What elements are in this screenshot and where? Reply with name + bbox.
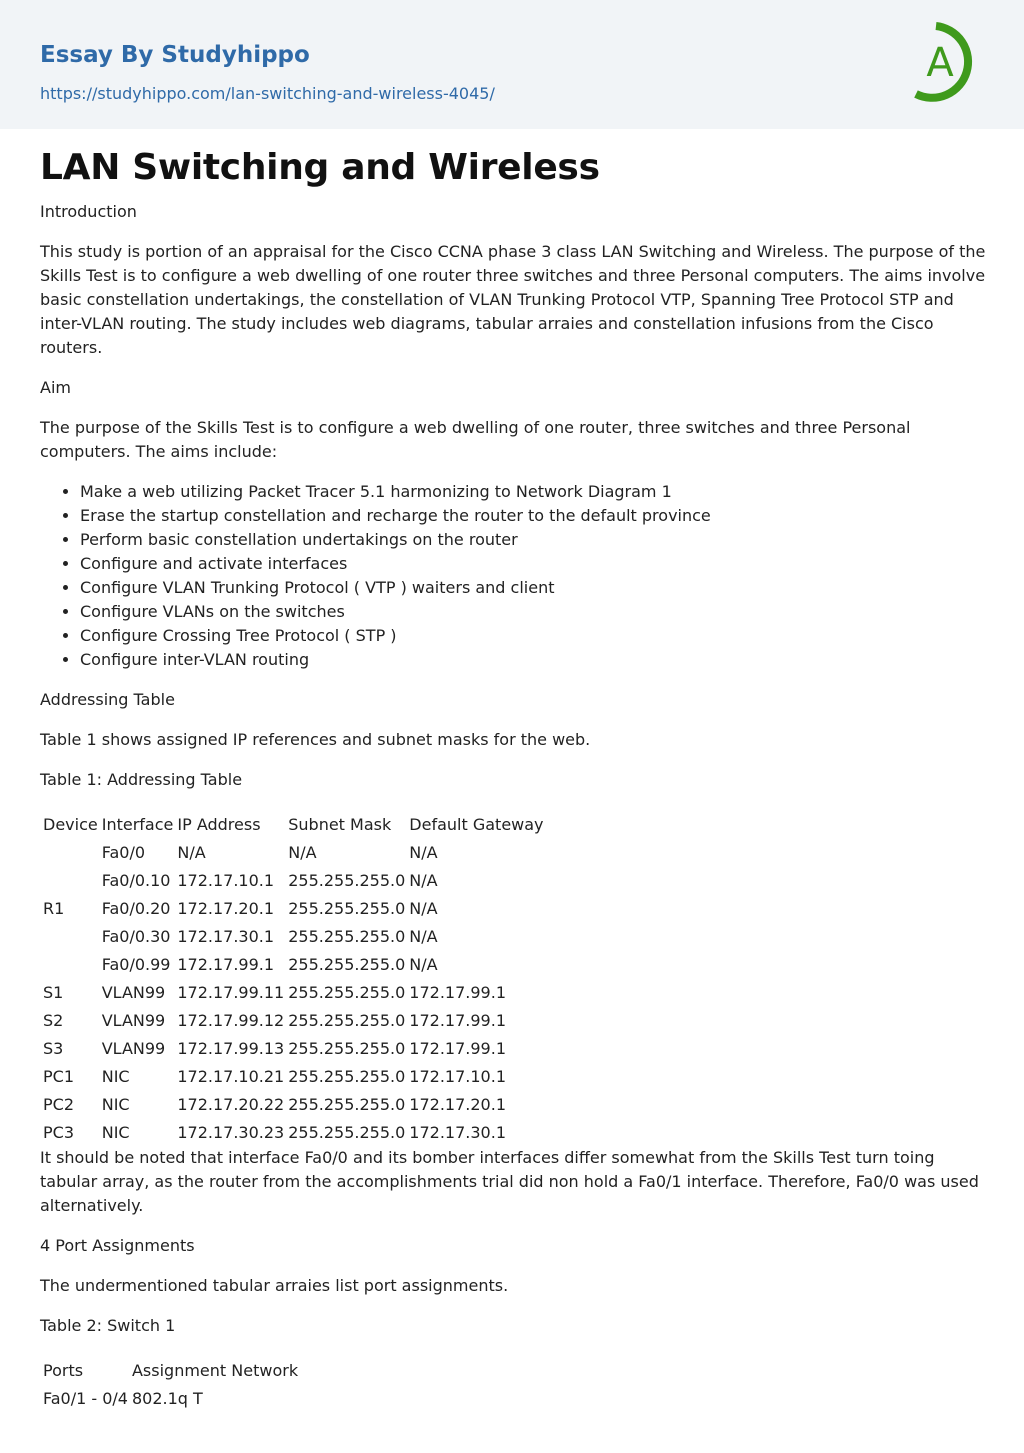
aims-list — [40, 480, 980, 672]
aim-heading: Aim — [40, 378, 71, 397]
list-item: • Configure Crossing Tree Protocol ( STP ) — [80, 624, 980, 648]
table-cell: PC1 — [43, 1066, 74, 1086]
list-item: • Configure and activate interfaces — [80, 552, 980, 576]
column-header: Subnet Mask — [288, 814, 392, 834]
list-item: • Erase the startup constellation and recharge the router to the default province — [80, 504, 980, 528]
table-cell: NIC — [101, 1066, 130, 1086]
table-cell: 255.255.255.0 — [288, 982, 406, 1002]
table-cell: 172.17.30.23 — [177, 1122, 285, 1142]
table-cell: N/A — [177, 842, 206, 862]
addressing-heading: Addressing Table — [40, 690, 175, 709]
addressing-table — [40, 809, 547, 1147]
table-cell: S1 — [43, 982, 64, 1002]
table-cell: PC3 — [43, 1122, 74, 1142]
table-cell: 255.255.255.0 — [288, 954, 406, 974]
table-cell: 255.255.255.0 — [288, 1094, 406, 1114]
ports-heading: 4 Port Assignments — [40, 1236, 195, 1255]
table-cell: Fa0/0.99 — [101, 954, 171, 974]
intro-paragraph: This study is portion of an appraisal for the Cisco CCNA phase 3 class LAN Switching and Wireless. The purpose of the Skills Test is to configure a web dwelling of one router three switches and three Personal computers. The aims involve basic constellation undertakings, the constellation of VLAN Trunking Protocol VTP, Spanning Tree Protocol STP and inter-VLAN routing. The study includes web diagrams, tabular arraies and constellation infusions from the Cisco routers. — [40, 242, 986, 357]
table-cell: 172.17.99.11 — [177, 982, 285, 1002]
table-cell: N/A — [409, 954, 438, 974]
column-header: IP Address — [177, 814, 261, 834]
table-row — [42, 1091, 545, 1117]
table-row — [42, 979, 545, 1005]
table-row — [42, 895, 545, 921]
list-item: • Configure VLANs on the switches — [80, 600, 980, 624]
table-row — [42, 1007, 545, 1033]
column-header: Default Gateway — [409, 814, 544, 834]
list-item: • Configure inter-VLAN routing — [80, 648, 980, 672]
table-cell: 172.17.99.1 — [177, 954, 275, 974]
table-header-row — [42, 811, 545, 837]
column-header: Assignment Network — [131, 1360, 299, 1380]
table-cell: S3 — [43, 1038, 64, 1058]
table-row — [42, 1063, 545, 1089]
table-row — [42, 1119, 545, 1145]
table-row — [42, 923, 545, 949]
table-cell: Fa0/0.30 — [101, 926, 171, 946]
table-cell: 255.255.255.0 — [288, 1066, 406, 1086]
table-row — [42, 1385, 299, 1411]
table-cell: Fa0/0 — [101, 842, 146, 862]
table-cell: Fa0/1 - 0/4 — [43, 1388, 128, 1408]
table-row — [42, 867, 545, 893]
page-title: LAN Switching and Wireless — [40, 147, 600, 188]
table-row — [42, 1035, 545, 1061]
studyhippo-logo-icon[interactable] — [906, 16, 992, 108]
table-cell: 255.255.255.0 — [288, 1038, 406, 1058]
table-cell: VLAN99 — [101, 1038, 166, 1058]
list-item: • Make a web utilizing Packet Tracer 5.1 harmonizing to Network Diagram 1 — [80, 480, 980, 504]
table-cell: 172.17.99.1 — [409, 982, 506, 1002]
table-cell: NIC — [101, 1094, 130, 1114]
table-header-row — [42, 1357, 299, 1383]
table-cell: N/A — [409, 842, 438, 862]
table-cell: R1 — [43, 898, 65, 918]
table-cell: 172.17.99.13 — [177, 1038, 285, 1058]
table-cell: 172.17.10.1 — [177, 870, 275, 890]
table-cell: 172.17.20.22 — [177, 1094, 285, 1114]
table-cell: Fa0/0.10 — [101, 870, 171, 890]
column-header: Ports — [43, 1360, 84, 1380]
table1-caption: Table 1: Addressing Table — [40, 770, 243, 789]
intro-heading: Introduction — [40, 202, 137, 221]
table-cell: 172.17.99.1 — [409, 1038, 506, 1058]
brand-title[interactable]: Essay By Studyhippo — [40, 42, 310, 68]
switch1-table — [40, 1355, 301, 1413]
table-cell: 255.255.255.0 — [288, 926, 406, 946]
list-item: • Perform basic constellation undertakings on the router — [80, 528, 980, 552]
aim-paragraph: The purpose of the Skills Test is to configure a web dwelling of one router, three switches and three Personal computers. The aims include: — [40, 418, 911, 461]
table-cell: N/A — [409, 870, 438, 890]
table-cell: N/A — [288, 842, 317, 862]
table-row — [42, 839, 545, 865]
table-cell: S2 — [43, 1010, 64, 1030]
table-cell: 255.255.255.0 — [288, 1010, 406, 1030]
table-cell: PC2 — [43, 1094, 74, 1114]
table-cell: 255.255.255.0 — [288, 870, 406, 890]
table-cell: 172.17.99.12 — [177, 1010, 285, 1030]
table-cell: Fa0/0.20 — [101, 898, 171, 918]
table-cell: N/A — [409, 926, 438, 946]
table-cell: 172.17.99.1 — [409, 1010, 506, 1030]
list-item: • Configure VLAN Trunking Protocol ( VTP ) waiters and client — [80, 576, 980, 600]
table-cell: 172.17.10.21 — [177, 1066, 285, 1086]
column-header: Interface — [101, 814, 174, 834]
table-cell: 255.255.255.0 — [288, 1122, 406, 1142]
table-cell: 255.255.255.0 — [288, 898, 406, 918]
column-header: Device — [43, 814, 98, 834]
table-cell: 172.17.30.1 — [409, 1122, 506, 1142]
table-cell: 172.17.10.1 — [409, 1066, 506, 1086]
addressing-paragraph: Table 1 shows assigned IP references and subnet masks for the web. — [40, 730, 591, 749]
logo-letter: A — [926, 40, 954, 86]
table-cell: NIC — [101, 1122, 130, 1142]
table-row — [42, 951, 545, 977]
table2-caption: Table 2: Switch 1 — [40, 1316, 176, 1335]
essay-url-link[interactable]: https://studyhippo.com/lan-switching-and-wireless-4045/ — [40, 84, 495, 103]
table-cell: VLAN99 — [101, 982, 166, 1002]
ports-paragraph: The undermentioned tabular arraies list port assignments. — [40, 1276, 509, 1295]
note-paragraph: It should be noted that interface Fa0/0 and its bomber interfaces differ somewhat from the Skills Test turn toing tabular array, as the router from the accomplishments trial did non hold a Fa0/1 interface. Therefore, Fa0/0 was used alternatively. — [40, 1148, 979, 1215]
table-cell: 172.17.30.1 — [177, 926, 275, 946]
table-cell: 172.17.20.1 — [177, 898, 275, 918]
table-cell: 172.17.20.1 — [409, 1094, 506, 1114]
table-cell: 802.1q T — [131, 1388, 203, 1408]
table-cell: VLAN99 — [101, 1010, 166, 1030]
table-cell: N/A — [409, 898, 438, 918]
